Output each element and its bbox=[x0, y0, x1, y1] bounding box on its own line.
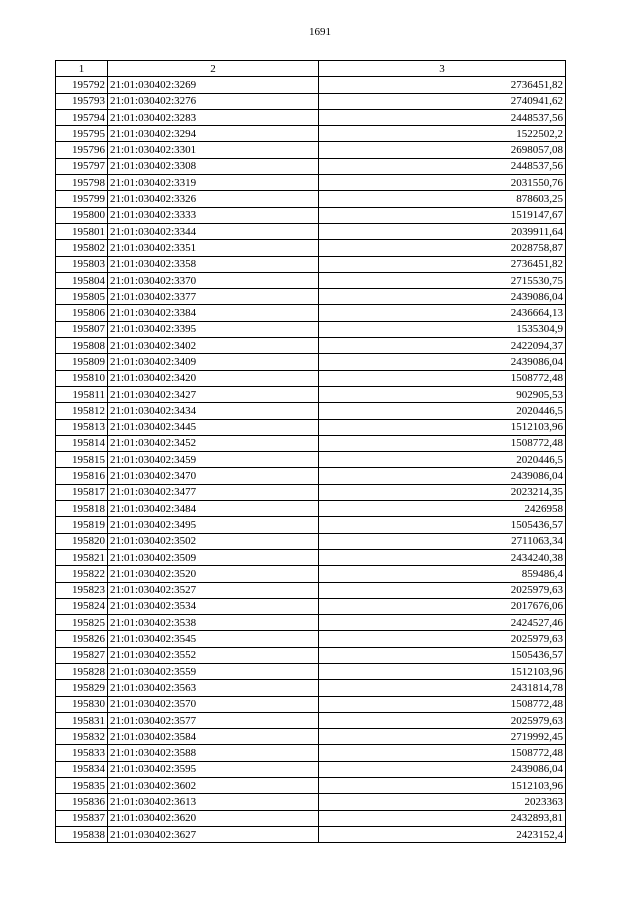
value-cell: 1519147,67 bbox=[319, 207, 566, 223]
row-number-cell: 195802 bbox=[56, 240, 108, 256]
table-row bbox=[56, 810, 566, 826]
row-number-cell: 195800 bbox=[56, 207, 108, 223]
table-row bbox=[56, 435, 566, 451]
cadastral-number-cell: 21:01:030402:3459 bbox=[108, 452, 319, 468]
cadastral-number-cell: 21:01:030402:3477 bbox=[108, 484, 319, 500]
value-cell: 2439086,04 bbox=[319, 761, 566, 777]
cadastral-number-cell: 21:01:030402:3563 bbox=[108, 680, 319, 696]
row-number-cell: 195832 bbox=[56, 729, 108, 745]
value-cell: 2039911,64 bbox=[319, 223, 566, 239]
cadastral-number-cell: 21:01:030402:3538 bbox=[108, 615, 319, 631]
cadastral-number-cell: 21:01:030402:3351 bbox=[108, 240, 319, 256]
row-number-cell: 195833 bbox=[56, 745, 108, 761]
value-cell: 2031550,76 bbox=[319, 175, 566, 191]
row-number-cell: 195807 bbox=[56, 321, 108, 337]
value-cell: 2422094,37 bbox=[319, 338, 566, 354]
row-number-cell: 195816 bbox=[56, 468, 108, 484]
table-row bbox=[56, 729, 566, 745]
table-row bbox=[56, 566, 566, 582]
value-cell: 2736451,82 bbox=[319, 256, 566, 272]
table-row bbox=[56, 142, 566, 158]
cadastral-number-cell: 21:01:030402:3276 bbox=[108, 93, 319, 109]
table-row bbox=[56, 321, 566, 337]
value-cell: 2423152,4 bbox=[319, 826, 566, 842]
row-number-cell: 195810 bbox=[56, 370, 108, 386]
cadastral-number-cell: 21:01:030402:3344 bbox=[108, 223, 319, 239]
row-number-cell: 195837 bbox=[56, 810, 108, 826]
value-cell: 902905,53 bbox=[319, 386, 566, 402]
value-cell: 2431814,78 bbox=[319, 680, 566, 696]
table-row bbox=[56, 207, 566, 223]
cadastral-number-cell: 21:01:030402:3409 bbox=[108, 354, 319, 370]
value-cell: 2736451,82 bbox=[319, 77, 566, 93]
value-cell: 2448537,56 bbox=[319, 109, 566, 125]
row-number-cell: 195823 bbox=[56, 582, 108, 598]
table-row bbox=[56, 305, 566, 321]
row-number-cell: 195804 bbox=[56, 272, 108, 288]
row-number-cell: 195836 bbox=[56, 794, 108, 810]
table-row bbox=[56, 517, 566, 533]
row-number-cell: 195817 bbox=[56, 484, 108, 500]
row-number-cell: 195803 bbox=[56, 256, 108, 272]
table-row bbox=[56, 484, 566, 500]
value-cell: 2424527,46 bbox=[319, 615, 566, 631]
table-row bbox=[56, 419, 566, 435]
table-row bbox=[56, 354, 566, 370]
value-cell: 2028758,87 bbox=[319, 240, 566, 256]
table-body bbox=[56, 77, 566, 843]
cadastral-number-cell: 21:01:030402:3308 bbox=[108, 158, 319, 174]
row-number-cell: 195834 bbox=[56, 761, 108, 777]
table-row bbox=[56, 631, 566, 647]
row-number-cell: 195813 bbox=[56, 419, 108, 435]
value-cell: 2715530,75 bbox=[319, 272, 566, 288]
row-number-cell: 195796 bbox=[56, 142, 108, 158]
row-number-cell: 195831 bbox=[56, 712, 108, 728]
cadastral-number-cell: 21:01:030402:3588 bbox=[108, 745, 319, 761]
row-number-cell: 195809 bbox=[56, 354, 108, 370]
table-row bbox=[56, 598, 566, 614]
row-number-cell: 195794 bbox=[56, 109, 108, 125]
cadastral-number-cell: 21:01:030402:3384 bbox=[108, 305, 319, 321]
cadastral-number-cell: 21:01:030402:3301 bbox=[108, 142, 319, 158]
row-number-cell: 195806 bbox=[56, 305, 108, 321]
cadastral-number-cell: 21:01:030402:3452 bbox=[108, 435, 319, 451]
row-number-cell: 195812 bbox=[56, 403, 108, 419]
value-cell: 2439086,04 bbox=[319, 468, 566, 484]
table-row bbox=[56, 256, 566, 272]
value-cell: 2020446,5 bbox=[319, 452, 566, 468]
table-row bbox=[56, 615, 566, 631]
cadastral-number-cell: 21:01:030402:3595 bbox=[108, 761, 319, 777]
value-cell: 2020446,5 bbox=[319, 403, 566, 419]
value-cell: 2439086,04 bbox=[319, 289, 566, 305]
data-table bbox=[55, 60, 566, 843]
value-cell: 1508772,48 bbox=[319, 435, 566, 451]
cadastral-number-cell: 21:01:030402:3559 bbox=[108, 663, 319, 679]
cadastral-number-cell: 21:01:030402:3484 bbox=[108, 501, 319, 517]
row-number-cell: 195798 bbox=[56, 175, 108, 191]
row-number-cell: 195811 bbox=[56, 386, 108, 402]
cadastral-number-cell: 21:01:030402:3283 bbox=[108, 109, 319, 125]
table-row bbox=[56, 386, 566, 402]
page-number: 1691 bbox=[309, 26, 331, 38]
cadastral-number-cell: 21:01:030402:3358 bbox=[108, 256, 319, 272]
value-cell: 2426958 bbox=[319, 501, 566, 517]
cadastral-number-cell: 21:01:030402:3602 bbox=[108, 778, 319, 794]
value-cell: 2740941,62 bbox=[319, 93, 566, 109]
cadastral-number-cell: 21:01:030402:3420 bbox=[108, 370, 319, 386]
row-number-cell: 195797 bbox=[56, 158, 108, 174]
column-header-2: 2 bbox=[108, 61, 319, 77]
table-row bbox=[56, 582, 566, 598]
row-number-cell: 195827 bbox=[56, 647, 108, 663]
value-cell: 878603,25 bbox=[319, 191, 566, 207]
value-cell: 2434240,38 bbox=[319, 549, 566, 565]
table-row bbox=[56, 549, 566, 565]
cadastral-number-cell: 21:01:030402:3620 bbox=[108, 810, 319, 826]
table-row bbox=[56, 240, 566, 256]
table-row bbox=[56, 109, 566, 125]
cadastral-number-cell: 21:01:030402:3502 bbox=[108, 533, 319, 549]
row-number-cell: 195820 bbox=[56, 533, 108, 549]
value-cell: 2025979,63 bbox=[319, 712, 566, 728]
table-row bbox=[56, 468, 566, 484]
row-number-cell: 195801 bbox=[56, 223, 108, 239]
row-number-cell: 195799 bbox=[56, 191, 108, 207]
row-number-cell: 195792 bbox=[56, 77, 108, 93]
table-row bbox=[56, 403, 566, 419]
value-cell: 859486,4 bbox=[319, 566, 566, 582]
row-number-cell: 195825 bbox=[56, 615, 108, 631]
row-number-cell: 195835 bbox=[56, 778, 108, 794]
cadastral-number-cell: 21:01:030402:3319 bbox=[108, 175, 319, 191]
column-header-3: 3 bbox=[319, 61, 566, 77]
value-cell: 2698057,08 bbox=[319, 142, 566, 158]
row-number-cell: 195815 bbox=[56, 452, 108, 468]
cadastral-number-cell: 21:01:030402:3570 bbox=[108, 696, 319, 712]
value-cell: 2023363 bbox=[319, 794, 566, 810]
cadastral-number-cell: 21:01:030402:3545 bbox=[108, 631, 319, 647]
value-cell: 2432893,81 bbox=[319, 810, 566, 826]
table-row bbox=[56, 158, 566, 174]
value-cell: 1505436,57 bbox=[319, 517, 566, 533]
value-cell: 1508772,48 bbox=[319, 745, 566, 761]
table-row bbox=[56, 663, 566, 679]
table-row bbox=[56, 696, 566, 712]
cadastral-number-cell: 21:01:030402:3495 bbox=[108, 517, 319, 533]
cadastral-number-cell: 21:01:030402:3395 bbox=[108, 321, 319, 337]
cadastral-number-cell: 21:01:030402:3294 bbox=[108, 126, 319, 142]
row-number-cell: 195795 bbox=[56, 126, 108, 142]
cadastral-number-cell: 21:01:030402:3584 bbox=[108, 729, 319, 745]
value-cell: 2711063,34 bbox=[319, 533, 566, 549]
table-row bbox=[56, 745, 566, 761]
header-row bbox=[56, 61, 566, 77]
table-row bbox=[56, 370, 566, 386]
value-cell: 2025979,63 bbox=[319, 582, 566, 598]
table-row bbox=[56, 826, 566, 842]
cadastral-number-cell: 21:01:030402:3470 bbox=[108, 468, 319, 484]
cadastral-number-cell: 21:01:030402:3509 bbox=[108, 549, 319, 565]
table-row bbox=[56, 77, 566, 93]
column-header-1: 1 bbox=[56, 61, 108, 77]
table-row bbox=[56, 794, 566, 810]
cadastral-number-cell: 21:01:030402:3269 bbox=[108, 77, 319, 93]
row-number-cell: 195829 bbox=[56, 680, 108, 696]
row-number-cell: 195821 bbox=[56, 549, 108, 565]
table-row bbox=[56, 680, 566, 696]
row-number-cell: 195828 bbox=[56, 663, 108, 679]
row-number-cell: 195814 bbox=[56, 435, 108, 451]
row-number-cell: 195830 bbox=[56, 696, 108, 712]
cadastral-number-cell: 21:01:030402:3333 bbox=[108, 207, 319, 223]
table-row bbox=[56, 647, 566, 663]
table-row bbox=[56, 761, 566, 777]
value-cell: 1512103,96 bbox=[319, 778, 566, 794]
cadastral-number-cell: 21:01:030402:3552 bbox=[108, 647, 319, 663]
value-cell: 2017676,06 bbox=[319, 598, 566, 614]
table-row bbox=[56, 778, 566, 794]
value-cell: 1508772,48 bbox=[319, 696, 566, 712]
value-cell: 2023214,35 bbox=[319, 484, 566, 500]
table-row bbox=[56, 126, 566, 142]
value-cell: 1512103,96 bbox=[319, 663, 566, 679]
row-number-cell: 195805 bbox=[56, 289, 108, 305]
row-number-cell: 195808 bbox=[56, 338, 108, 354]
cadastral-number-cell: 21:01:030402:3326 bbox=[108, 191, 319, 207]
table-row bbox=[56, 452, 566, 468]
value-cell: 2448537,56 bbox=[319, 158, 566, 174]
cadastral-number-cell: 21:01:030402:3427 bbox=[108, 386, 319, 402]
row-number-cell: 195822 bbox=[56, 566, 108, 582]
table-row bbox=[56, 272, 566, 288]
table-row bbox=[56, 93, 566, 109]
cadastral-number-cell: 21:01:030402:3402 bbox=[108, 338, 319, 354]
cadastral-number-cell: 21:01:030402:3377 bbox=[108, 289, 319, 305]
table-row bbox=[56, 289, 566, 305]
row-number-cell: 195824 bbox=[56, 598, 108, 614]
cadastral-number-cell: 21:01:030402:3534 bbox=[108, 598, 319, 614]
table-row bbox=[56, 712, 566, 728]
table-row bbox=[56, 338, 566, 354]
cadastral-number-cell: 21:01:030402:3370 bbox=[108, 272, 319, 288]
table-row bbox=[56, 191, 566, 207]
row-number-cell: 195793 bbox=[56, 93, 108, 109]
cadastral-number-cell: 21:01:030402:3527 bbox=[108, 582, 319, 598]
value-cell: 2439086,04 bbox=[319, 354, 566, 370]
value-cell: 1535304,9 bbox=[319, 321, 566, 337]
table-row bbox=[56, 175, 566, 191]
value-cell: 1512103,96 bbox=[319, 419, 566, 435]
value-cell: 1505436,57 bbox=[319, 647, 566, 663]
table-row bbox=[56, 533, 566, 549]
value-cell: 2436664,13 bbox=[319, 305, 566, 321]
table-row bbox=[56, 501, 566, 517]
cadastral-number-cell: 21:01:030402:3520 bbox=[108, 566, 319, 582]
cadastral-number-cell: 21:01:030402:3613 bbox=[108, 794, 319, 810]
cadastral-number-cell: 21:01:030402:3434 bbox=[108, 403, 319, 419]
value-cell: 1522502,2 bbox=[319, 126, 566, 142]
value-cell: 2719992,45 bbox=[319, 729, 566, 745]
row-number-cell: 195838 bbox=[56, 826, 108, 842]
value-cell: 2025979,63 bbox=[319, 631, 566, 647]
table-row bbox=[56, 223, 566, 239]
cadastral-number-cell: 21:01:030402:3627 bbox=[108, 826, 319, 842]
row-number-cell: 195818 bbox=[56, 501, 108, 517]
cadastral-number-cell: 21:01:030402:3445 bbox=[108, 419, 319, 435]
cadastral-number-cell: 21:01:030402:3577 bbox=[108, 712, 319, 728]
row-number-cell: 195826 bbox=[56, 631, 108, 647]
row-number-cell: 195819 bbox=[56, 517, 108, 533]
value-cell: 1508772,48 bbox=[319, 370, 566, 386]
